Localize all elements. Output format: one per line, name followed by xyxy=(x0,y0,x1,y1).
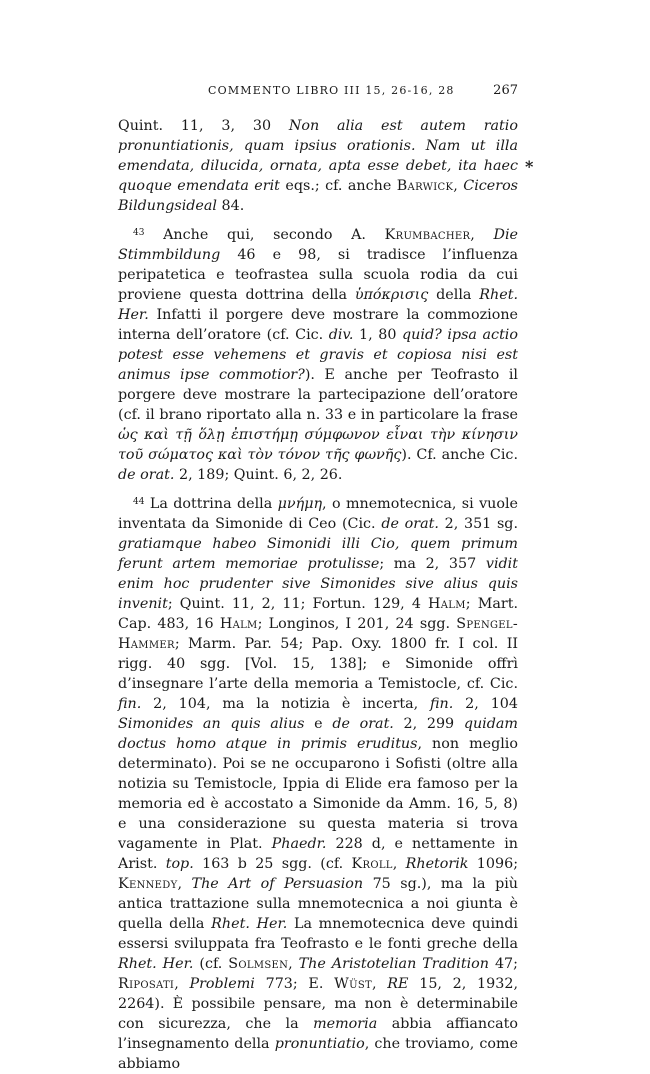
running-head xyxy=(118,83,518,98)
carryover-paragraph: Quint. 11, 3, 30 Non alia est autem ratio pronuntiationis, quam ipsius orationis. Nam ut illa emendata, dilucida, ornata, apta esse debet, ita haec quoque emendata erit eqs.; cf. anche Barwick, Ciceros Bildungsideal 84. xyxy=(118,118,519,214)
footnote-number: 44 xyxy=(133,497,145,507)
margin-asterisk: * xyxy=(525,157,534,176)
running-title: COMMENTO LIBRO III 15, 26-16, 28 xyxy=(208,84,455,97)
footnotes-body xyxy=(118,116,518,1074)
footnote-44: $^{44}$ La dottrina della μνήμη, o mnemotecnica, si vuole inventata da Simonide di Ceo (Cic. de orat. 2, 351 sg. gratiamque habeo Simonidi illi Cio, quem primum ferunt artem memoriae protulisse; ma 2, 357 vidit enim hoc prudenter sive Simonides sive alius quis invenit; Quint. 11, 2, 11; Fortun. 129, 4 Halm; Mart. Cap. 483, 16 Halm; Longinos, I 201, 24 sgg. Spengel-Hammer; Marm. Par. 54; Pap. Oxy. 1800 fr. I col. II rigg. 40 sgg. [Vol. 15, 138]; e Simonide offrì d’insegnare l’arte della memoria a Temistocle, cf. Cic. fin. 2, 104, ma la notizia è incerta, fin. 2, 104 Simonides an quis alius e de orat. 2, 299 quidam doctus homo atque in primis eruditus, non meglio determinato). Poi se ne occuparono i Sofisti (oltre alla notizia su Temistocle, Ippia di Elide era famoso per la memoria ed è accostato a Simonide da Amm. 16, 5, 8) e una considerazione su questa materia si trova vagamente in Plat. Phaedr. 228 d, e nettamente in Arist. top. 163 b 25 sgg. (cf. Kroll, Rhetorik 1096; Kennedy, The Art of Persuasion 75 sg.), ma la più antica trattazione sulla mnemotecnica a noi giunta è quella della Rhet. Her. La mnemotecnica deve quindi essersi sviluppata fra Teofrasto e le fonti greche della Rhet. Her. (cf. Solmsen, The Aristotelian Tradition 47; Riposati, Problemi 773; E. Wüst, RE 15, 2, 1932, 2264). È possibile pensare, ma non è determinabile con sicurezza, che la memoria abbia affiancato l’insegnamento della pronuntiatio, che troviamo, come abbiamo xyxy=(118,496,519,1072)
page-number: 267 xyxy=(493,83,518,98)
footnote-number: 43 xyxy=(133,228,145,238)
footnote-43: $^{43}$ Anche qui, secondo A. Krumbacher, Die Stimmbildung 46 e 98, si tradisce l’influenza peripatetica e teofrastea sulla scuola rodia da cui proviene questa dottrina della ὑπόκρισις della Rhet. Her. Infatti il porgere deve mostrare la commozione interna dell’oratore (cf. Cic. div. 1, 80 quid? ipsa actio potest esse vehemens et gravis et copiosa nisi est animus ipse commotior?). E anche per Teofrasto il porgere deve mostrare la partecipazione dell’oratore (cf. il brano riportato alla n. 33 e in particolare la frase ὡς καὶ τῇ ὅλῃ ἐπιστήμῃ σύμφωνον εἶναι τὴν κίνησιν τοῦ σώματος καὶ τὸν τόνον τῆς φωνῆς). Cf. anche Cic. de orat. 2, 189; Quint. 6, 2, 26. xyxy=(118,227,518,483)
